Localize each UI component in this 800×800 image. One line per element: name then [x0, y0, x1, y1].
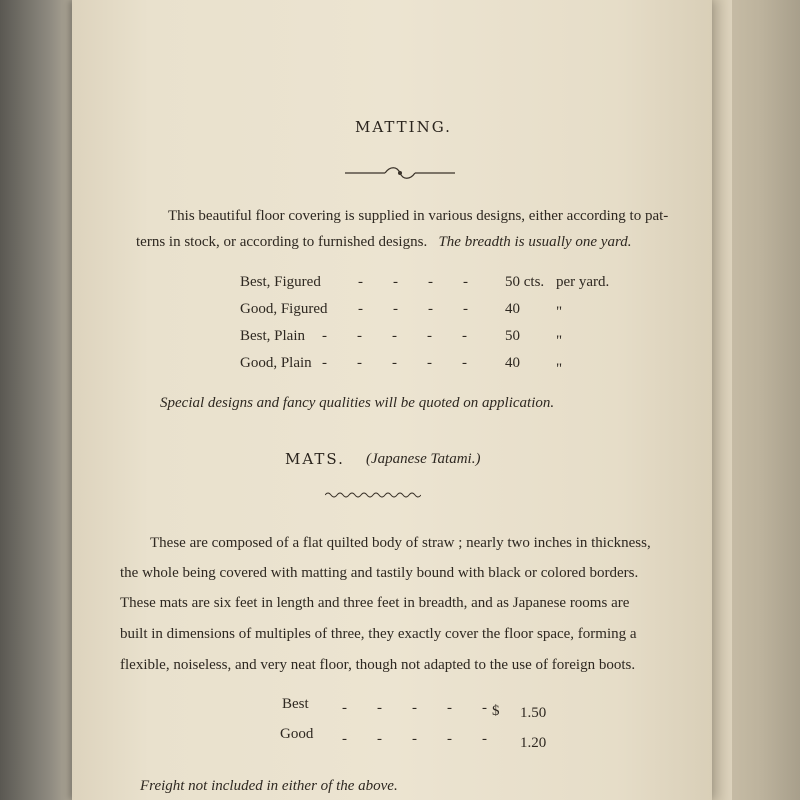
matting-intro-line1: This beautiful floor covering is supplied in various designs, either according to pat- [168, 208, 669, 224]
matting-intro-line2 [136, 234, 632, 251]
matting-row-price: 40 [505, 355, 520, 371]
mats-row-dashes: - - - - - [342, 700, 487, 716]
ornament-divider-icon [345, 166, 455, 180]
matting-row-label: Good, Plain [240, 355, 312, 371]
mats-row-currency: $ [492, 703, 500, 719]
matting-row-unit: " [556, 304, 563, 320]
matting-row-price: 50 cts. [505, 274, 545, 290]
matting-breadth-note: The breadth is usually one yard. [438, 234, 632, 250]
matting-row-label: Best, Figured [240, 274, 321, 290]
matting-row-unit: " [556, 361, 563, 377]
matting-heading: MATTING. [355, 118, 452, 136]
mats-row-dashes: - - - - - [342, 731, 487, 747]
mats-para-line: These are composed of a flat quilted body of straw ; nearly two inches in thickness, [150, 535, 651, 551]
mats-para-line: the whole being covered with matting and tastily bound with black or colored borders. [120, 565, 639, 581]
mats-para-line: flexible, noiseless, and very neat floor, though not adapted to the use of foreign boots. [120, 657, 636, 673]
mats-row-label: Good [280, 726, 314, 742]
matting-row-unit: " [556, 333, 563, 349]
matting-intro-text: terns in stock, or according to furnished designs. [136, 234, 428, 250]
mats-heading: MATS. [285, 450, 345, 468]
matting-row-dashes: - - - - - [322, 355, 467, 371]
mats-freight-note: Freight not included in either of the above. [140, 778, 398, 794]
mats-row-price: 1.20 [520, 735, 547, 751]
matting-row-dashes: - - - - [358, 301, 468, 317]
mats-subtitle: (Japanese Tatami.) [366, 451, 481, 467]
mats-para-line: These mats are six feet in length and three feet in breadth, and as Japanese rooms are [120, 595, 630, 611]
page-edge [712, 0, 732, 800]
mats-row-price: 1.50 [520, 705, 547, 721]
matting-row-label: Good, Figured [240, 301, 328, 317]
matting-row-dashes: - - - - [358, 274, 468, 290]
matting-row-dashes: - - - - - [322, 328, 467, 344]
wavy-divider-icon [325, 490, 421, 500]
matting-row-price: 50 [505, 328, 520, 344]
matting-special-note: Special designs and fancy qualities will be quoted on application. [160, 395, 555, 411]
mats-para-line: built in dimensions of multiples of three, they exactly cover the floor space, forming a [120, 626, 637, 642]
matting-row-price: 40 [505, 301, 520, 317]
mats-row-label: Best [282, 696, 309, 712]
matting-row-unit: per yard. [556, 274, 610, 290]
matting-row-label: Best, Plain [240, 328, 306, 344]
